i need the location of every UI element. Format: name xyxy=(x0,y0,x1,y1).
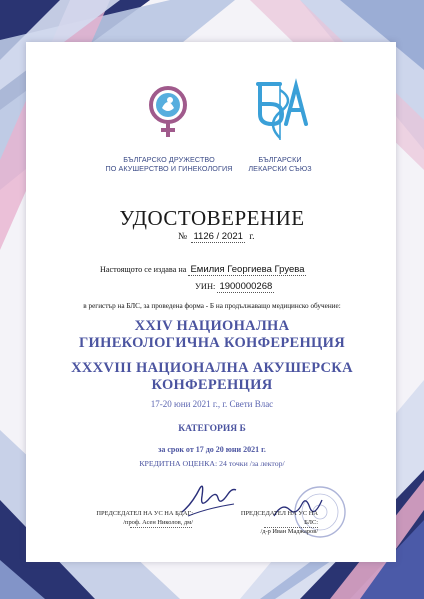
issued-text: Настоящото се издава на xyxy=(100,265,187,274)
conference-line3: XXXVIII НАЦИОНАЛНА АКУШЕРСКА xyxy=(71,360,353,376)
bdag-logo-icon xyxy=(140,83,196,139)
recipient-name: Емилия Георгиева Груева xyxy=(190,264,305,275)
signature-block-right xyxy=(226,509,318,536)
signature-left-title: ПРЕДСЕДАТЕЛ НА УС НА БДАГ: xyxy=(96,510,193,517)
uin-value: 1900000268 xyxy=(219,281,273,292)
certificate-number: 1126 / 2021 xyxy=(193,231,243,242)
uin-label: УИН: xyxy=(195,282,216,291)
signature-block-left xyxy=(65,509,193,527)
conference-gynecology xyxy=(0,318,424,352)
org-name-right xyxy=(232,155,328,173)
certificate-title: УДОСТОВЕРЕНИЕ xyxy=(119,206,305,230)
uin-line xyxy=(195,281,274,293)
org-right-line1: БЪЛГАРСКИ xyxy=(258,155,302,164)
conference-line2: ГИНЕКОЛОГИЧНА КОНФЕРЕНЦИЯ xyxy=(79,335,345,351)
number-prefix: № xyxy=(178,232,188,242)
org-right-line2: ЛЕКАРСКИ СЪЮЗ xyxy=(248,164,312,173)
conference-line1: XXIV НАЦИОНАЛНА xyxy=(134,318,290,334)
conference-dates-place: 17-20 юни 2021 г., г. Свети Влас xyxy=(150,399,274,409)
conference-line4: КОНФЕРЕНЦИЯ xyxy=(151,377,273,393)
issued-to-line xyxy=(100,264,306,276)
bls-logo-icon xyxy=(250,78,312,144)
credit-score: КРЕДИТНА ОЦЕНКА: 24 точки /за лектор/ xyxy=(139,459,285,468)
category-label: КАТЕГОРИЯ Б xyxy=(178,424,246,434)
registry-text: в регистър на БЛС, за проведена форма - Б на продължаващо медицинско обучение: xyxy=(83,302,341,310)
org-name-left xyxy=(96,155,242,173)
signature-left-name: /проф. Асен Николов, дм/ xyxy=(123,519,193,526)
org-left-line1: БЪЛГАРСКО ДРУЖЕСТВО xyxy=(123,155,215,164)
signature-line-right xyxy=(264,527,318,528)
certificate-number-line xyxy=(178,231,255,243)
validity-term: за срок от 17 до 20 юни 2021 г. xyxy=(158,445,266,454)
signature-right-title: ПРЕДСЕДАТЕЛ НА УС НА БЛС: xyxy=(240,510,318,526)
number-suffix: г. xyxy=(249,232,255,242)
org-left-line2: ПО АКУШЕРСТВО И ГИНЕКОЛОГИЯ xyxy=(105,164,233,173)
signature-right-name: /д-р Иван Маджаров/ xyxy=(260,528,318,535)
conference-obstetrics xyxy=(0,360,424,394)
signature-line-left xyxy=(130,527,192,528)
